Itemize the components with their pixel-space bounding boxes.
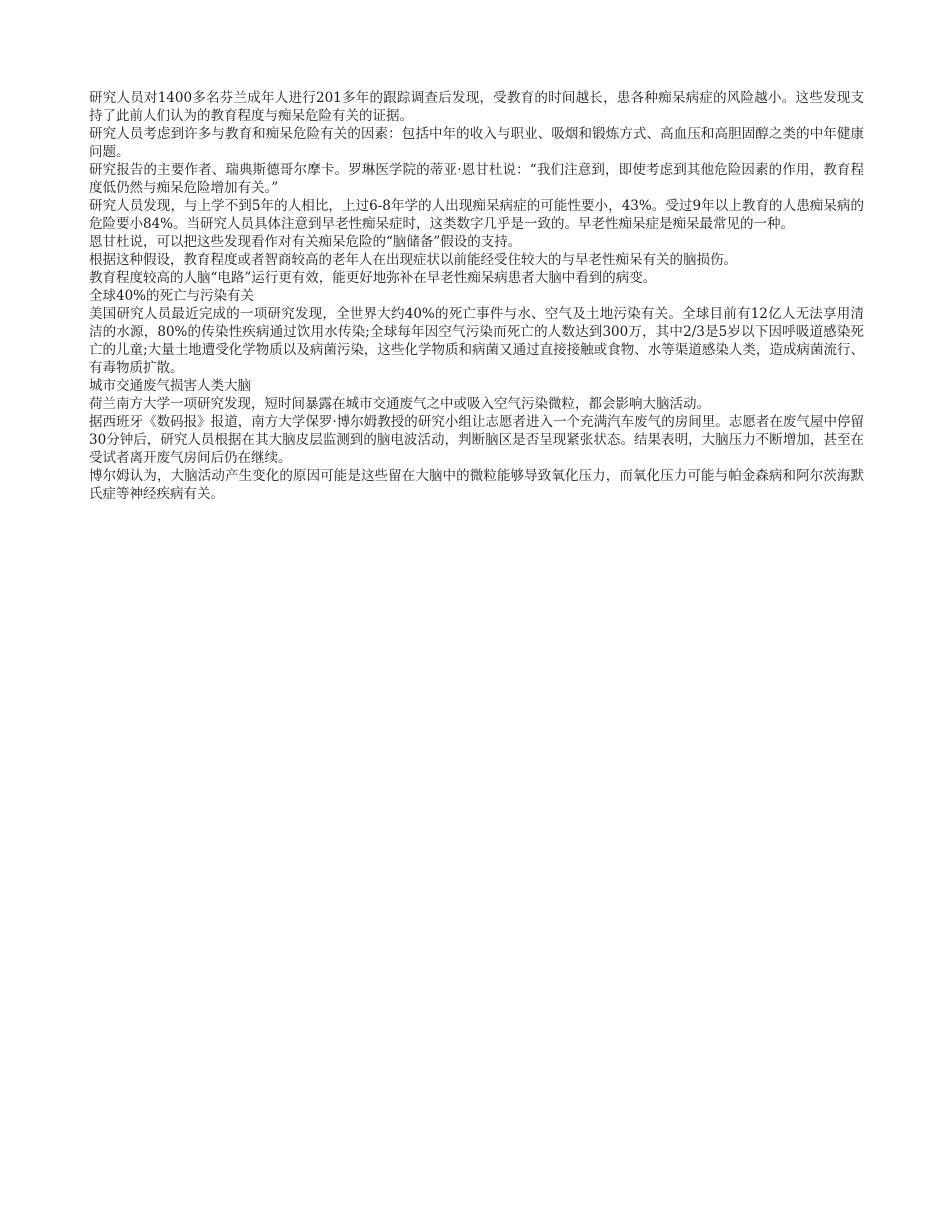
section-heading: 全球40%的死亡与污染有关 xyxy=(89,288,255,304)
section-heading: 城市交通废气损害人类大脑 xyxy=(89,378,251,394)
paragraph: 恩甘杜说，可以把这些发现看作对有关痴呆危险的“脑储备”假设的支持。 xyxy=(89,234,522,250)
paragraph: 研究报告的主要作者、瑞典斯德哥尔摩卡。罗琳医学院的蒂亚·恩甘杜说：“我们注意到，即使考虑到其他危险因素的作用，教育程度低仍然与痴呆危险增加有关。” xyxy=(89,162,864,196)
paragraph: 研究人员考虑到许多与教育和痴呆危险有关的因素：包括中年的收入与职业、吸烟和锻炼方式、高血压和高胆固醇之类的中年健康问题。 xyxy=(89,126,864,160)
paragraph: 荷兰南方大学一项研究发现，短时间暴露在城市交通废气之中或吸入空气污染微粒，都会影响大脑活动。 xyxy=(89,396,710,412)
paragraph: 研究人员对1400多名芬兰成年人进行201多年的跟踪调查后发现，受教育的时间越长，患各种痴呆病症的风险越小。这些发现支持了此前人们认为的教育程度与痴呆危险有关的证据。 xyxy=(89,90,864,124)
paragraph: 据西班牙《数码报》报道，南方大学保罗·博尔姆教授的研究小组让志愿者进入一个充满汽车废气的房间里。志愿者在废气屋中停留30分钟后，研究人员根据在其大脑皮层监测到的脑电波活动，判断脑区是否呈现紧张状态。结果表明，大脑压力不断增加，甚至在受试者离开废气房间后仍在继续。 xyxy=(89,414,864,466)
document-page xyxy=(89,89,864,503)
paragraph: 博尔姆认为，大脑活动产生变化的原因可能是这些留在大脑中的微粒能够导致氧化压力，而氧化压力可能与帕金森病和阿尔茨海默氏症等神经疾病有关。 xyxy=(89,468,864,502)
paragraph: 研究人员发现，与上学不到5年的人相比，上过6-8年学的人出现痴呆病症的可能性要小，43%。受过9年以上教育的人患痴呆病的危险要小84%。当研究人员具体注意到早老性痴呆症时，这类数字几乎是一致的。早老性痴呆症是痴呆最常见的一种。 xyxy=(89,198,864,232)
paragraph: 教育程度较高的人脑“电路”运行更有效，能更好地弥补在早老性痴呆病患者大脑中看到的病变。 xyxy=(89,270,657,286)
paragraph: 根据这种假设，教育程度或者智商较高的老年人在出现症状以前能经受住较大的与早老性痴呆有关的脑损伤。 xyxy=(89,252,737,268)
paragraph: 美国研究人员最近完成的一项研究发现，全世界大约40%的死亡事件与水、空气及土地污染有关。全球目前有12亿人无法享用清洁的水源，80%的传染性疾病通过饮用水传染;全球每年因空气污染而死亡的人数达到300万，其中2/3是5岁以下因呼吸道感染死亡的儿童;大量土地遭受化学物质以及病菌污染，这些化学物质和病菌又通过直接接触或食物、水等渠道感染人类，造成病菌流行、有毒物质扩散。 xyxy=(89,306,864,376)
